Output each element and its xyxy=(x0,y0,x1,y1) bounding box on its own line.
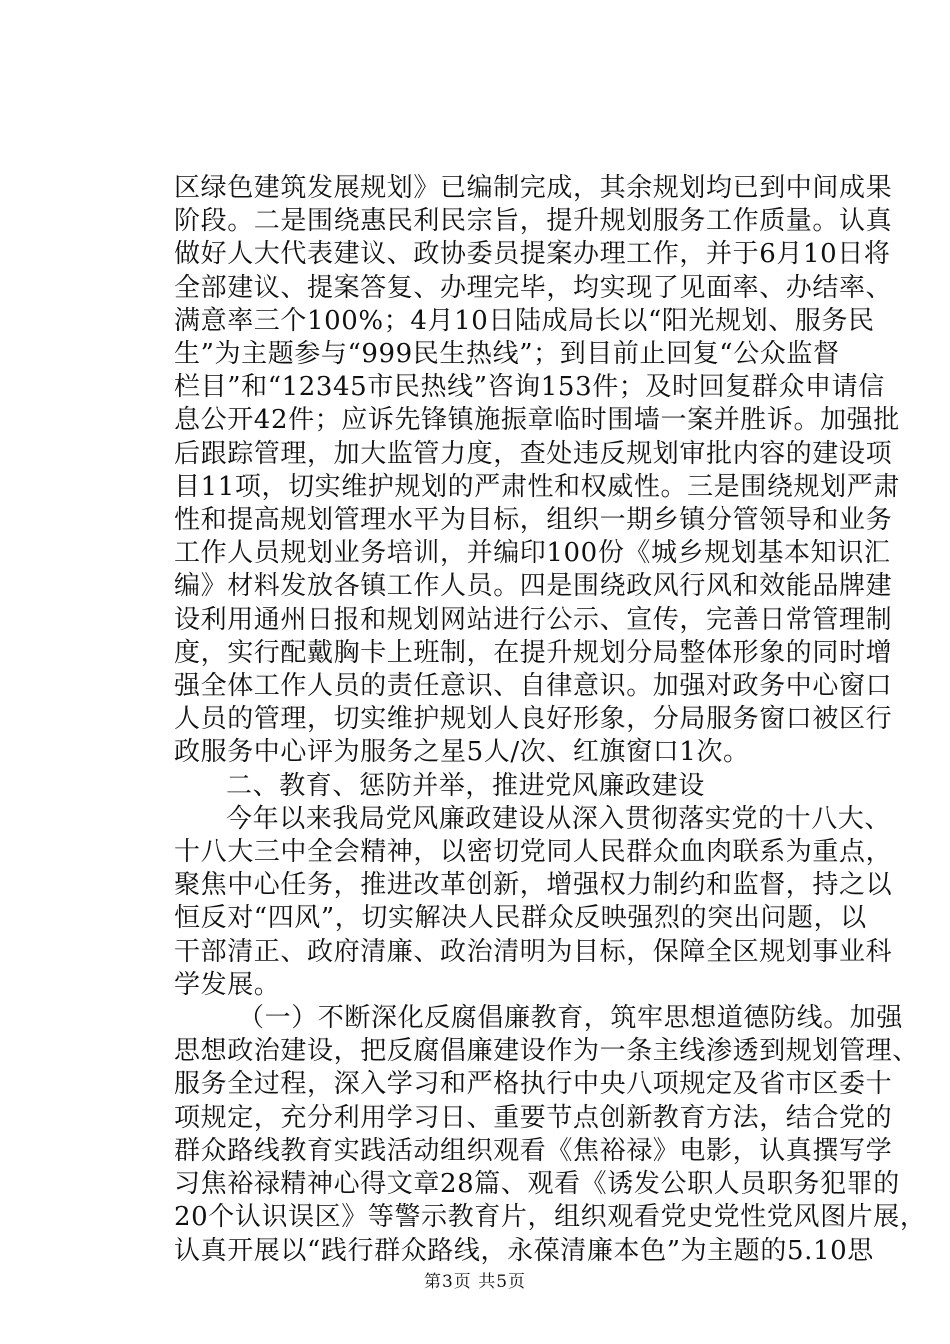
text-line: 学发展。 xyxy=(174,969,281,1000)
text-line: 习焦裕禄精神心得文章28篇、观看《诱发公职人员职务犯罪的 xyxy=(174,1169,900,1200)
section-heading: 二、教育、惩防并举，推进党风廉政建设 xyxy=(226,770,705,801)
text-line: 今年以来我局党风廉政建设从深入贯彻落实党的十八大、 xyxy=(226,803,892,834)
text-line: 十八大三中全会精神，以密切党同人民群众血肉联系为重点， xyxy=(174,837,893,868)
text-line: 群众路线教育实践活动组织观看《焦裕禄》电影，认真撰写学 xyxy=(174,1135,893,1166)
text-line: 息公开42件；应诉先锋镇施振章临时围墙一案并胜诉。加强批 xyxy=(174,405,900,436)
text-line: 聚焦中心任务，推进改革创新，增强权力制约和监督，持之以 xyxy=(174,870,893,901)
text-line: 全部建议、提案答复、办理完毕，均实现了见面率、办结率、 xyxy=(174,272,893,303)
text-line: 20个认识误区》等警示教育片，组织观看党史党性党风图片展， xyxy=(174,1202,927,1233)
text-line: 做好人大代表建议、政协委员提案办理工作，并于6月10日将 xyxy=(174,239,891,270)
text-line: 区绿色建筑发展规划》已编制完成，其余规划均已到中间成果 xyxy=(174,173,893,203)
text-line: 政服务中心评为服务之星5人/次、红旗窗口1次。 xyxy=(174,737,750,768)
text-line: 栏目”和“12345市民热线”咨询153件；及时回复群众申请信 xyxy=(174,372,885,403)
text-line: 性和提高规划管理水平为目标，组织一期乡镇分管领导和业务 xyxy=(174,505,893,536)
page-number-footer: 第3页 共5页 xyxy=(423,1272,527,1292)
text-line: 后跟踪管理，加大监管力度，查处违反规划审批内容的建设项 xyxy=(174,438,893,469)
text-line: 人员的管理，切实维护规划人良好形象，分局服务窗口被区行 xyxy=(174,704,893,735)
text-line: 思想政治建设，把反腐倡廉建设作为一条主线渗透到规划管理、 xyxy=(174,1036,919,1067)
subsection-heading-line: （一）不断深化反腐倡廉教育，筑牢思想道德防线。加强 xyxy=(238,1003,904,1034)
text-line: 项规定，充分利用学习日、重要节点创新教育方法，结合党的 xyxy=(174,1102,893,1133)
text-line: 强全体工作人员的责任意识、自律意识。加强对政务中心窗口 xyxy=(174,671,893,702)
text-line: 目11项，切实维护规划的严肃性和权威性。三是围绕规划严肃 xyxy=(174,471,900,502)
text-line: 认真开展以“践行群众路线，永葆清廉本色”为主题的5.10思 xyxy=(174,1235,874,1266)
text-line: 满意率三个100%；4月10日陆成局长以“阳光规划、服务民 xyxy=(174,305,875,336)
text-line: 生”为主题参与“999民生热线”；到目前止回复“公众监督 xyxy=(174,339,840,370)
text-line: 干部清正、政府清廉、政治清明为目标，保障全区规划事业科 xyxy=(174,936,893,967)
text-line: 工作人员规划业务培训，并编印100份《城乡规划基本知识汇 xyxy=(174,538,891,569)
text-line: 阶段。二是围绕惠民利民宗旨，提升规划服务工作质量。认真 xyxy=(174,206,893,237)
text-line: 设利用通州日报和规划网站进行公示、宣传，完善日常管理制 xyxy=(174,604,893,635)
text-line: 编》材料发放各镇工作人员。四是围绕政风行风和效能品牌建 xyxy=(174,571,893,602)
text-line: 度，实行配戴胸卡上班制，在提升规划分局整体形象的同时增 xyxy=(174,637,893,668)
text-line: 服务全过程，深入学习和严格执行中央八项规定及省市区委十 xyxy=(174,1069,893,1100)
document-body xyxy=(174,172,927,1268)
text-line: 恒反对“四风”，切实解决人民群众反映强烈的突出问题，以 xyxy=(174,903,867,934)
